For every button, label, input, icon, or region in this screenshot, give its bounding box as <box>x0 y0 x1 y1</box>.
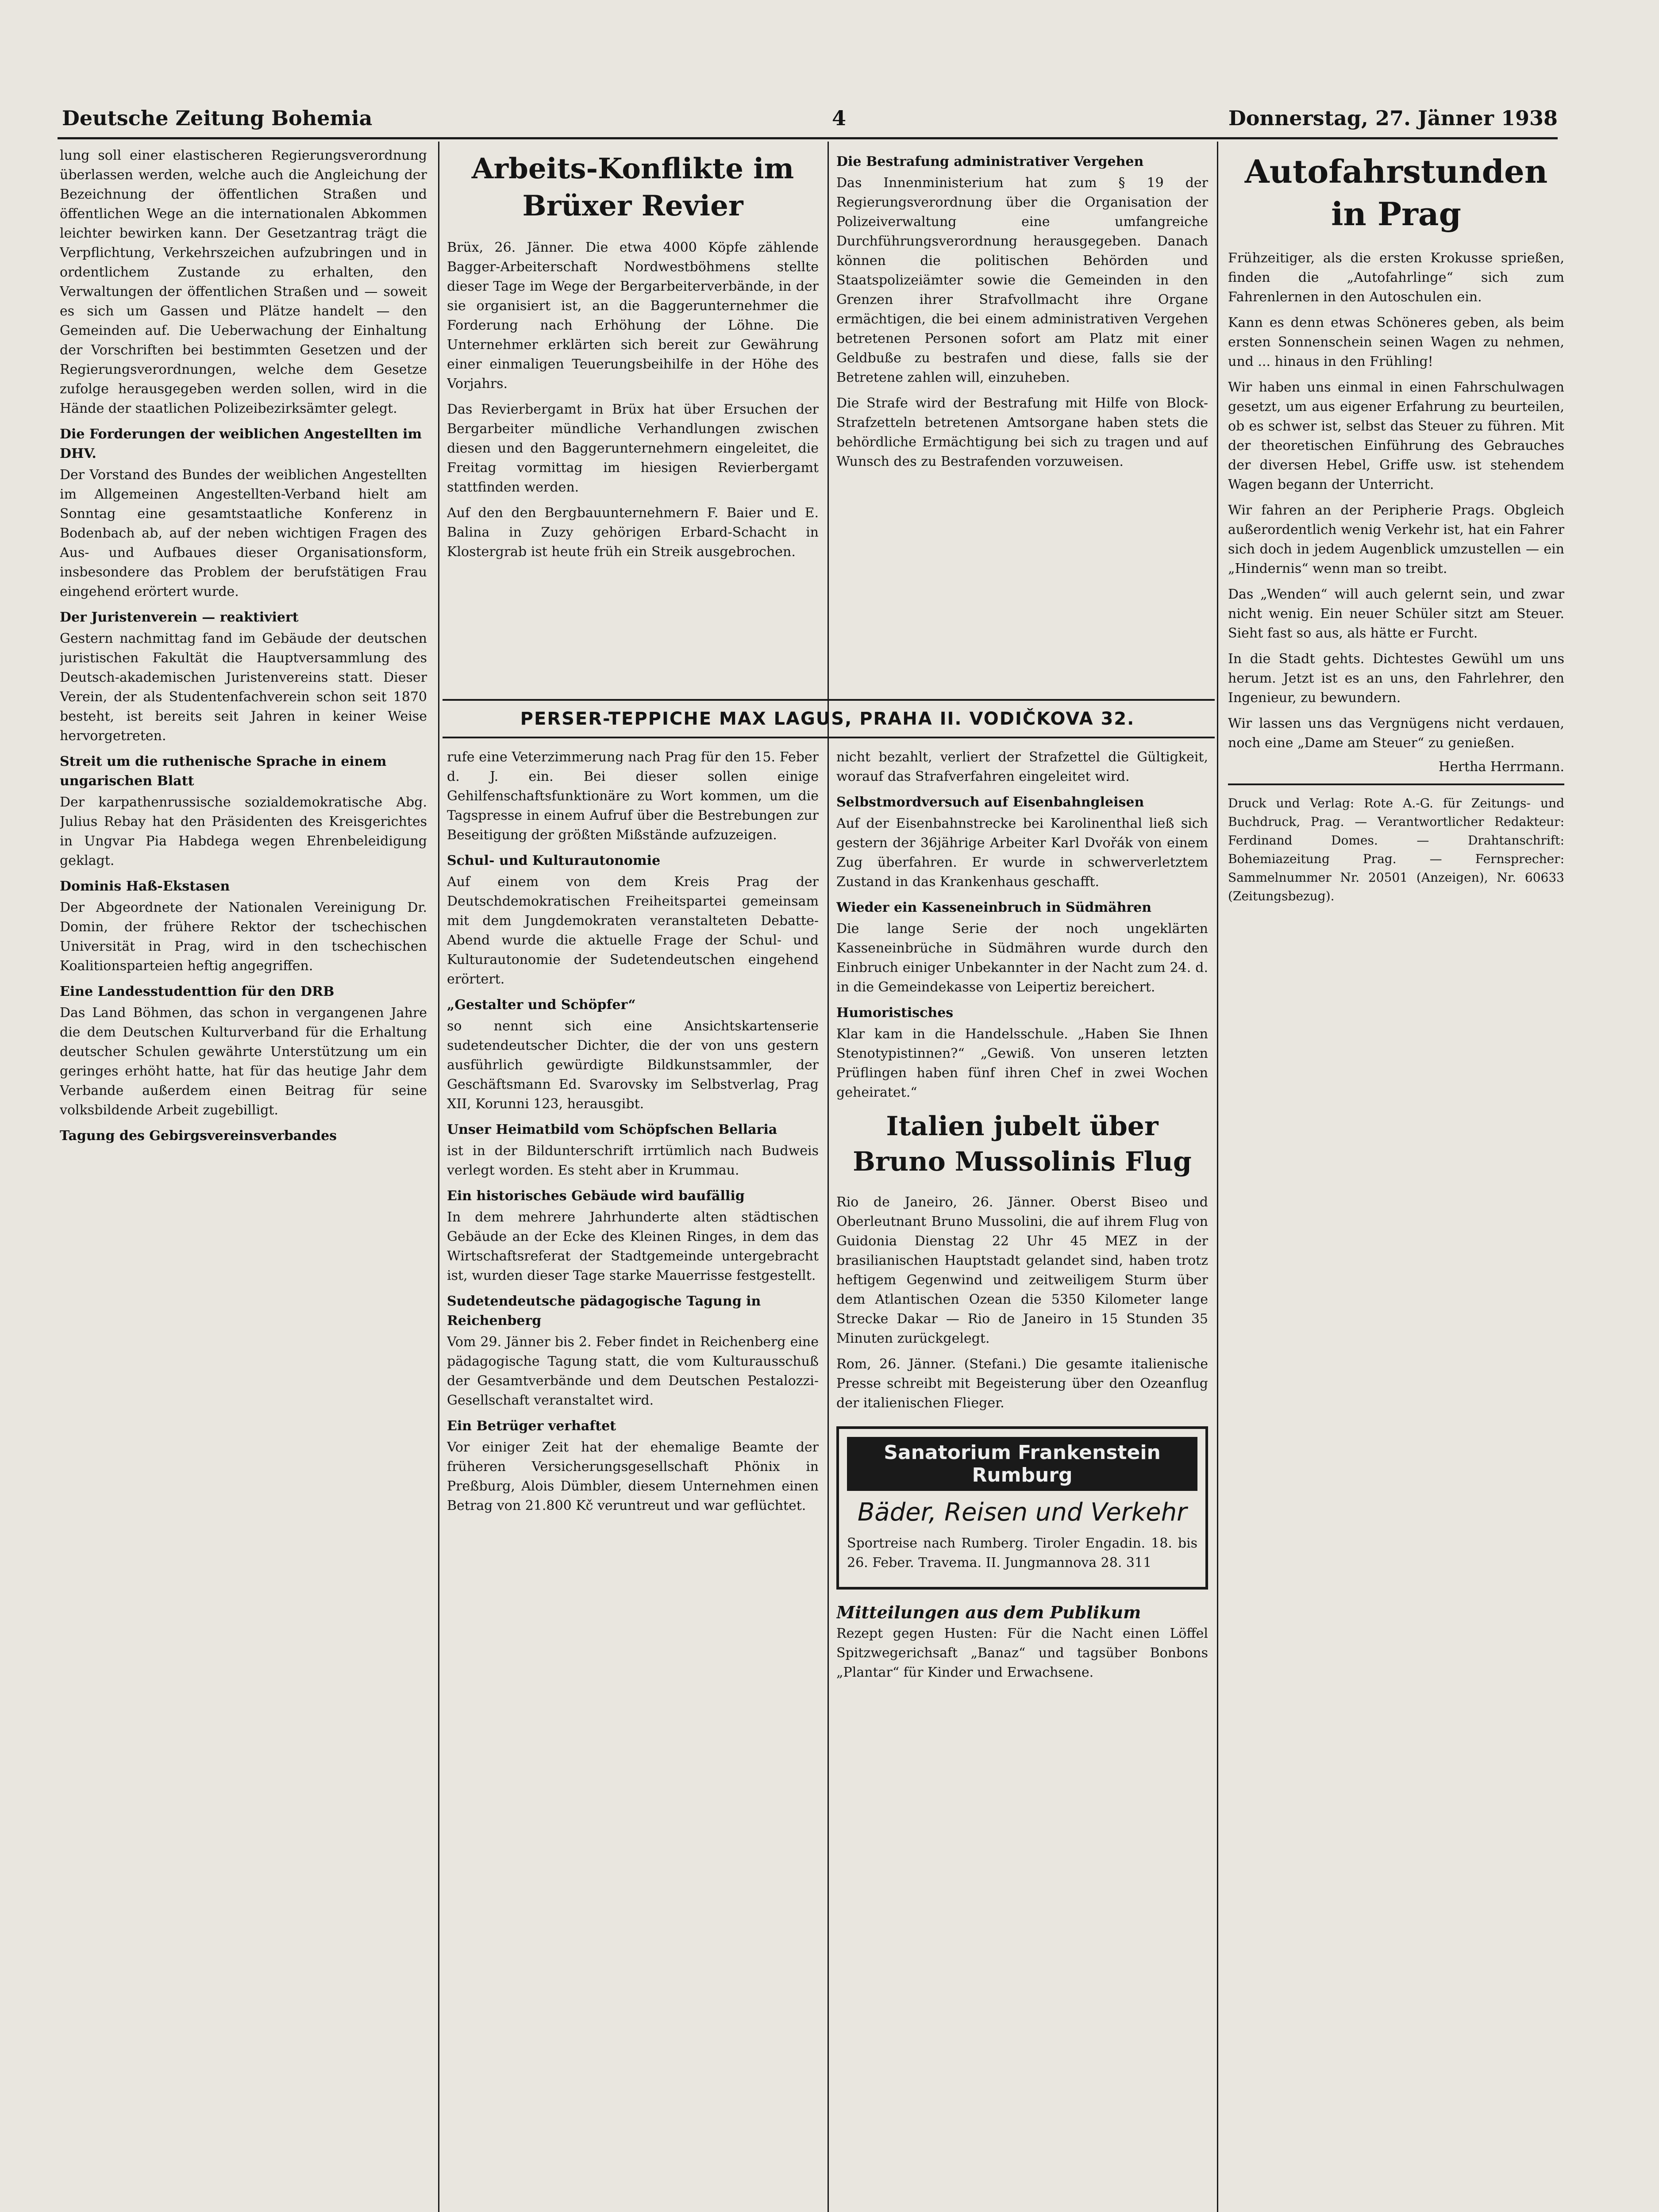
article-paragraph: Vom 29. Jänner bis 2. Feber findet in Reichenberg eine pädagogische Tagung statt, die vom Kulturausschuß der Gesamtverbände und dem Deutschen Pestalozzi-Gesellschaft veranstaltet wird. <box>447 1334 819 1408</box>
article-paragraph: nicht bezahlt, verliert der Strafzettel die Gültigkeit, worauf das Strafverfahren eingeleitet wird. <box>836 749 1208 784</box>
headline: Arbeits-Konflikte im Brüxer Revier <box>471 152 794 223</box>
sanatorium-advertisement <box>836 1426 1208 1590</box>
headline: Autofahrstunden in Prag <box>1244 153 1548 233</box>
article-paragraph: Das Innenministerium hat zum § 19 der Regierungsverordnung über die Organisation der Polizeiverwaltung eine umfangreiche Durchführungsverordnung herausgegeben. Danach können die politischen Behörden und Staatspolizeiämter sowie die Gemeinden in den Grenzen ihrer Strafvollmacht ihre Organe ermächtigen, die bei einem administrativen Vergehen betretenen Personen sofort am Platz mit einer Geldbuße zu bestrafen und diese, falls sie der Betretene zahlen will, einzuheben. <box>836 175 1208 385</box>
article-paragraph: Auf der Eisenbahnstrecke bei Karolinenthal ließ sich gestern der 36jährige Arbeiter Karl Dvořák von einem Zug überfahren. Er wurde in schwerverletztem Zustand in das Krankenhaus geschafft. <box>836 816 1208 890</box>
article-heading: Tagung des Gebirgsvereinsverbandes <box>60 1128 337 1144</box>
article-paragraph: Gestern nachmittag fand im Gebäude der deutschen juristischen Fakultät die Hauptversammlung des Deutsch-akademischen Juristenvereins statt. Dieser Verein, der als Studentenfachverein schon seit 1870 besteht, ist bereits seit Jahren in keiner Weise hervorgetreten. <box>60 631 427 744</box>
headline: Italien jubelt über Bruno Mussolinis Flug <box>853 1111 1192 1177</box>
article-paragraph: ist in der Bildunterschrift irrtümlich nach Budweis verlegt worden. Es steht aber in Krummau. <box>447 1143 819 1178</box>
article-paragraph: Klar kam in die Handelsschule. „Haben Sie Ihnen Stenotypistinnen?“ „Gewiß. Von unseren letzten Prüflingen haben fünf ihren Chef in zwei Wochen geheiratet.“ <box>836 1026 1208 1100</box>
column-divider <box>828 142 829 2212</box>
article-paragraph: Brüx, 26. Jänner. Die etwa 4000 Köpfe zählende Bagger-Arbeiterschaft Nordwestböhmens stellte dieser Tage im Wege der Bergarbeiterverbände, in der sie organisiert ist, an die Baggerunternehmer die Forderung nach Erhöhung der Löhne. Die Unternehmer erklärten sich bereit zur Gewährung einer einmaligen Teuerungsbeihilfe in der Höhe des Vorjahrs. <box>447 240 819 392</box>
article-paragraph: Das Revierbergamt in Brüx hat über Ersuchen der Bergarbeiter mündliche Verhandlungen zwischen diesen und den Baggerunternehmern eingeleitet, die Freitag vormittag im hiesigen Revierbergamt stattfinden werden. <box>447 402 819 495</box>
newspaper-name: Deutsche Zeitung Bohemia <box>62 106 373 130</box>
column-divider <box>1217 142 1218 2212</box>
article-paragraph: Frühzeitiger, als die ersten Krokusse sprießen, finden die „Autofahrlinge“ sich zum Fahrenlernen in den Autoschulen ein. <box>1228 250 1564 305</box>
page-number: 4 <box>832 106 847 130</box>
masthead-rule <box>58 137 1558 139</box>
article-heading: Streit um die ruthenische Sprache in einem ungarischen Blatt <box>60 754 387 789</box>
ad-note: Sportreise nach Rumberg. Tiroler Engadin. 18. bis 26. Feber. Travema. II. Jungmannova 28. 311 <box>847 1536 1197 1571</box>
article-paragraph: so nennt sich eine Ansichtskartenserie sudetendeutscher Dichter, die der von uns gestern ausführlich gewürdigte Bildkunstsammler, der Geschäftsmann Ed. Svarovsky im Selbstverlag, Prag XII, Korunni 123, herausgibt. <box>447 1018 819 1112</box>
author-signature: Hertha Herrmann. <box>1438 759 1564 775</box>
column-1 <box>60 146 427 2212</box>
article-heading: Ein historisches Gebäude wird baufällig <box>447 1188 745 1204</box>
column-divider <box>438 142 439 2212</box>
article-heading: „Gestalter und Schöpfer“ <box>447 997 636 1013</box>
article-heading: Die Forderungen der weiblichen Angestellten im DHV. <box>60 426 422 461</box>
column-2-bottom <box>447 748 819 2212</box>
article-heading: Die Bestrafung administrativer Vergehen <box>836 154 1144 169</box>
article-paragraph: Das „Wenden“ will auch gelernt sein, und zwar nicht wenig. Ein neuer Schüler sitzt am Steuer. Sieht fast so aus, als hätte er Furcht. <box>1228 587 1564 641</box>
article-heading: Ein Betrüger verhaftet <box>447 1418 616 1434</box>
article-heading: Mitteilungen aus dem Publikum <box>836 1602 1141 1622</box>
article-paragraph: Der Vorstand des Bundes der weiblichen Angestellten im Allgemeinen Angestellten-Verband hielt am Sonntag eine gesamtstaatliche Konferenz in Bodenbach ab, auf der neben wichtigen Fragen des Aus- und Aufbaues dieser Organisationsform, insbesondere das Problem der berufstätigen Frau eingehend erörtert wurde. <box>60 467 427 599</box>
carpet-advertisement-banner: PERSER-TEPPICHE MAX LAGUS, PRAHA II. VODIČKOVA 32. <box>520 709 1135 729</box>
article-paragraph: Auf einem von dem Kreis Prag der Deutschdemokratischen Freiheitspartei gemeinsam mit dem Jungdemokraten veranstalteten Debatte-Abend wurde die aktuelle Frage der Schul- und Kulturautonomie der Sudetendeutschen eingehend erörtert. <box>447 874 819 987</box>
article-paragraph: Die Strafe wird der Bestrafung mit Hilfe von Block-Strafzetteln betretenen Amtsorgane haben stets die behördliche Ermächtigung bei sich zu tragen und auf Wunsch des zu Bestrafenden vorzuweisen. <box>836 396 1208 469</box>
article-heading: Humoristisches <box>836 1005 954 1021</box>
article-paragraph: Rio de Janeiro, 26. Jänner. Oberst Biseo und Oberleutnant Bruno Mussolini, die auf ihrem Flug von Guidonia Dienstag 22 Uhr 45 MEZ in der brasilianischen Hauptstadt gelandet sind, haben trotz heftigem Gegenwind und zeitweiligem Sturm über dem Atlantischen Ozean die 5350 Kilometer lange Strecke Dakar — Rio de Janeiro in 15 Stunden 35 Minuten zurückgelegt. <box>836 1194 1208 1346</box>
section-rule <box>443 699 1215 701</box>
sanatorium-name: Sanatorium Frankenstein Rumburg <box>847 1437 1197 1491</box>
article-paragraph: Der Abgeordnete der Nationalen Vereinigung Dr. Domin, der frühere Rektor der tschechischen Universität in Prag, wird in den tschechischen Koalitionsparteien heftig angegriffen. <box>60 900 427 974</box>
article-paragraph: Rom, 26. Jänner. (Stefani.) Die gesamte italienische Presse schreibt mit Begeisterung über den Ozeanflug der italienischen Flieger. <box>836 1356 1208 1411</box>
article-paragraph: In die Stadt gehts. Dichtestes Gewühl um uns herum. Jetzt ist es an uns, den Fahrlehrer, den Ingenieur, zu bewundern. <box>1228 651 1564 706</box>
article-paragraph: In dem mehrere Jahrhunderte alten städtischen Gebäude an der Ecke des Kleinen Ringes, in dem das Wirtschaftsreferat der Stadtgemeinde untergebracht ist, wurden dieser Tage starke Mauerrisse festgestellt. <box>447 1210 819 1283</box>
article-paragraph: Wir lassen uns das Vergnügens nicht verdauen, noch eine „Dame am Steuer“ zu genießen. <box>1228 716 1564 751</box>
article-paragraph: Die lange Serie der noch ungeklärten Kasseneinbrüche in Südmähren wurde durch den Einbruch einiger Unbekannter in der Nacht zum 24. d. in die Gemeindekasse von Leipertiz bereichert. <box>836 921 1208 995</box>
imprint: Druck und Verlag: Rote A.-G. für Zeitungs- und Buchdruck, Prag. — Verantwortlicher Redakteur: Ferdinand Domes. — Drahtanschrift: Bohemiazeitung Prag. — Fernsprecher: Sammelnummer Nr. 20501 (Anzeigen), Nr. 60633 (Zeitungsbezug). <box>1228 796 1564 903</box>
column-2-top <box>447 146 819 695</box>
article-paragraph: Das Land Böhmen, das schon in vergangenen Jahre die dem Deutschen Kulturverband für die Erhaltung deutscher Schulen gewährte Unterstützung um ein geringes erhöht hatte, hat für das heutige Jahr dem Verbande außerdem einen Beitrag für seine volksbildende Arbeit zugebilligt. <box>60 1005 427 1118</box>
article-paragraph: Wir fahren an der Peripherie Prags. Obgleich außerordentlich wenig Verkehr ist, hat ein Fahrer sich doch in jedem Augenblick umzustellen — ein „Hindernis“ wenn man so treibt. <box>1228 503 1564 576</box>
article-paragraph: Rezept gegen Husten: Für die Nacht einen Löffel Spitzwegerichsaft „Banaz“ und tagsüber Bonbons „Plantar“ für Kinder und Erwachsene. <box>836 1626 1208 1680</box>
article-paragraph: Kann es denn etwas Schöneres geben, als beim ersten Sonnenschein seinen Wagen zu nehmen, und ... hinaus in den Frühling! <box>1228 315 1564 369</box>
section-rule <box>443 737 1215 738</box>
article-paragraph: lung soll einer elastischeren Regierungsverordnung überlassen werden, welche auch die Angleichung der Bezeichnung der öffentlichen Straßen und öffentlichen Wege an die internationalen Abkommen leichter bewirken kann. Der Gesetzantrag trägt die Verpflichtung, Verkehrszeichen aufzubringen und in ordentlichem Zustande zu erhalten, den Verwaltungen der öffentlichen Straßen und — soweit es sich um Gassen und Plätze handelt — den Gemeinden auf. Die Ueberwachung der Einhaltung der Vorschriften bei bestimmten Gesetzen und der Regierungsverordnungen, welche dem Gesetze zufolge herausgegeben werden sollen, wird in die Hände der staatlichen Polizeibezirksämter gelegt. <box>60 148 427 416</box>
article-paragraph: Auf den den Bergbauunternehmern F. Baier und E. Balina in Zuzy gehörigen Erbard-Schacht in Klostergrab ist heute früh ein Streik ausgebrochen. <box>447 505 819 560</box>
issue-date: Donnerstag, 27. Jänner 1938 <box>1228 106 1558 130</box>
article-heading: Sudetendeutsche pädagogische Tagung in Reichenberg <box>447 1294 761 1329</box>
article-paragraph: Vor einiger Zeit hat der ehemalige Beamte der früheren Versicherungsgesellschaft Phönix in Preßburg, Alois Dümbler, diesem Unternehmen einen Betrag von 21.800 Kč veruntreut und war geflüchtet. <box>447 1440 819 1513</box>
article-heading: Dominis Haß-Ekstasen <box>60 879 230 894</box>
article-heading: Selbstmordversuch auf Eisenbahngleisen <box>836 795 1144 810</box>
article-paragraph: rufe eine Veterzimmerung nach Prag für den 15. Feber d. J. ein. Bei dieser sollen einige Gehilfenschaftsfunktionäre zu Wort kommen, um die Tagspresse in einem Aufruf über die Bestrebungen zur Beseitigung der größten Mißstände aufzuzeigen. <box>447 749 819 843</box>
article-heading: Der Juristenverein — reaktiviert <box>60 610 299 625</box>
ad-section-title: Bäder, Reisen und Verkehr <box>857 1498 1187 1527</box>
article-heading: Wieder ein Kasseneinbruch in Südmähren <box>836 900 1152 915</box>
masthead <box>53 102 1558 133</box>
article-heading: Eine Landesstudenttion für den DRB <box>60 984 335 999</box>
column-3-bottom <box>836 748 1208 2212</box>
article-heading: Schul- und Kulturautonomie <box>447 853 661 868</box>
article-heading: Unser Heimatbild vom Schöpfschen Bellaria <box>447 1122 778 1137</box>
article-paragraph: Der karpathenrussische sozialdemokratische Abg. Julius Rebay hat den Präsidenten des Kreisgerichtes in Ungvar Pia Habdega wegen Ehrenbeleidigung geklagt. <box>60 795 427 868</box>
article-paragraph: Wir haben uns einmal in einen Fahrschulwagen gesetzt, um aus eigener Erfahrung zu beurteilen, ob es schwer ist, selbst das Steuer zu führen. Mit der theoretischen Einführung des Gebrauches der diversen Hebel, Griffe usw. ist stehendem Wagen begann der Unterricht. <box>1228 380 1564 492</box>
column-3-top <box>836 146 1208 695</box>
column-4 <box>1228 146 1564 2212</box>
imprint-rule <box>1228 783 1564 785</box>
